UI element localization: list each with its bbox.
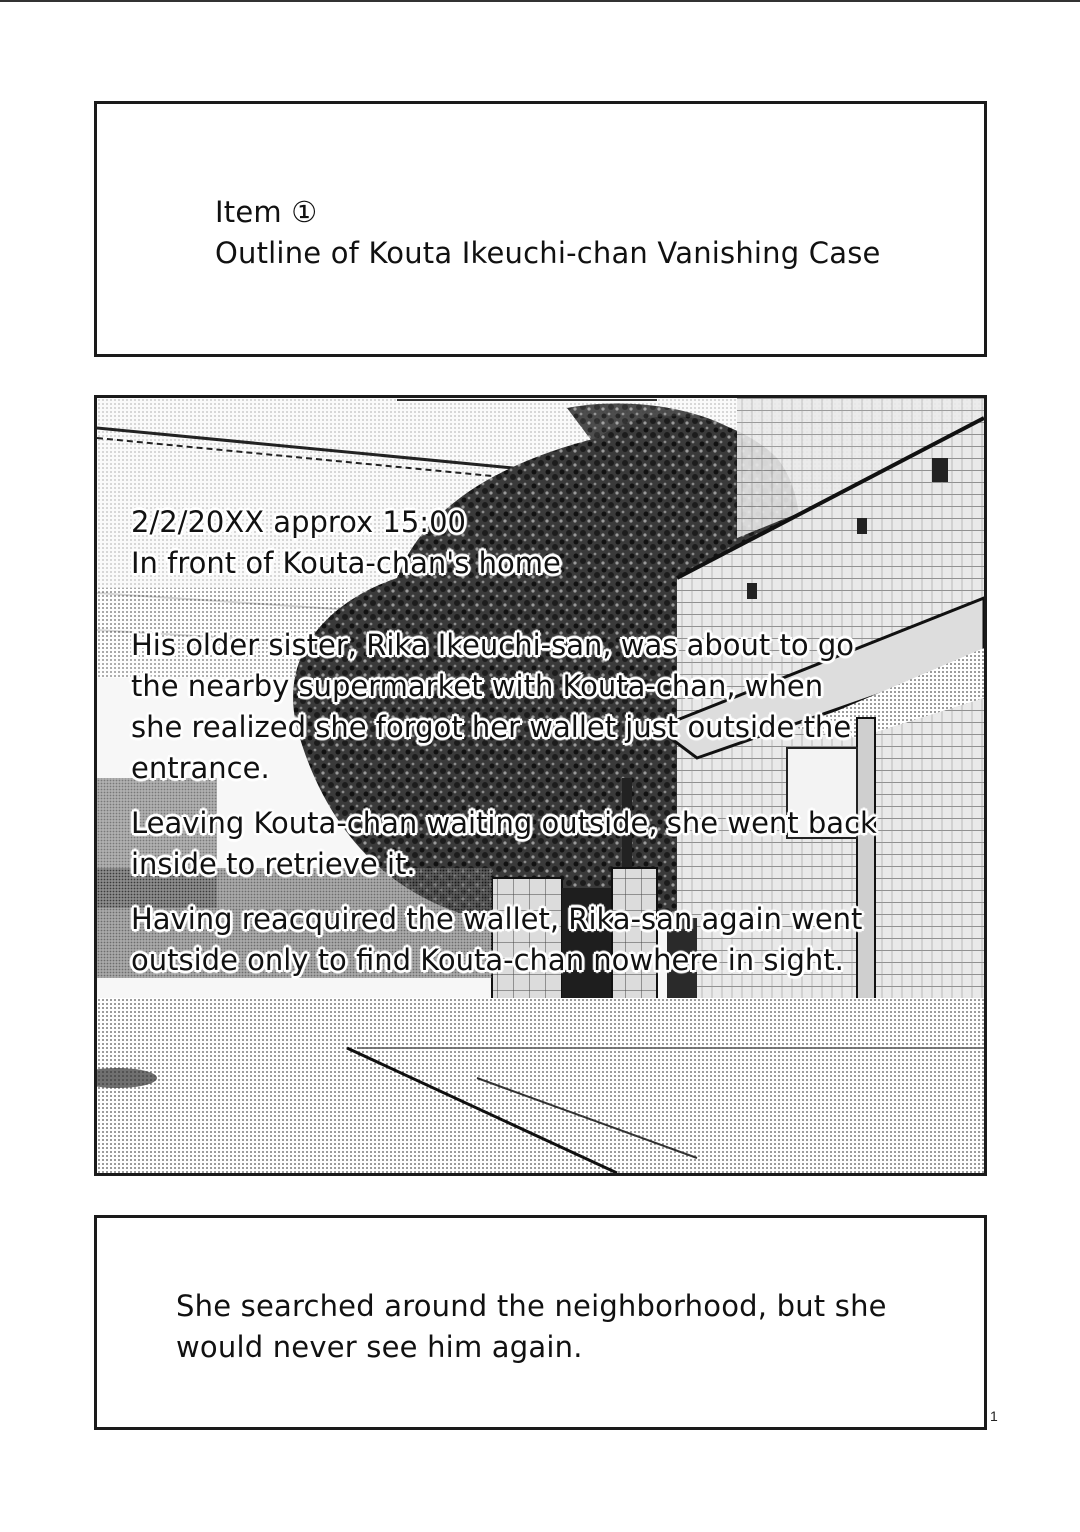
closing-panel <box>94 1215 987 1430</box>
scene-paragraph-1: His older sister, Rika Ikeuchi-san, was about to go the nearby supermarket with Kouta-chan, when she realized she forgot her wallet just outside the entrance. <box>131 628 854 785</box>
scene-caption <box>131 502 921 981</box>
scene-paragraph-2: Leaving Kouta-chan waiting outside, she went back inside to retrieve it. <box>131 806 877 881</box>
header-panel <box>94 101 987 357</box>
top-rule <box>0 0 1080 2</box>
scene-location: In front of Kouta-chan's home <box>131 546 561 580</box>
page-number: 1 <box>990 1408 998 1424</box>
header-caption <box>215 192 881 274</box>
item-label: Item ① <box>215 195 318 229</box>
scene-datetime: 2/2/20XX approx 15:00 <box>131 505 466 539</box>
scene-paragraph-3: Having reacquired the wallet, Rika-san again went outside only to find Kouta-chan nowhere in sight. <box>131 902 863 977</box>
scene-panel <box>94 395 987 1176</box>
closing-caption: She searched around the neighborhood, but she would never see him again. <box>176 1289 887 1364</box>
case-title: Outline of Kouta Ikeuchi-chan Vanishing Case <box>215 236 881 270</box>
